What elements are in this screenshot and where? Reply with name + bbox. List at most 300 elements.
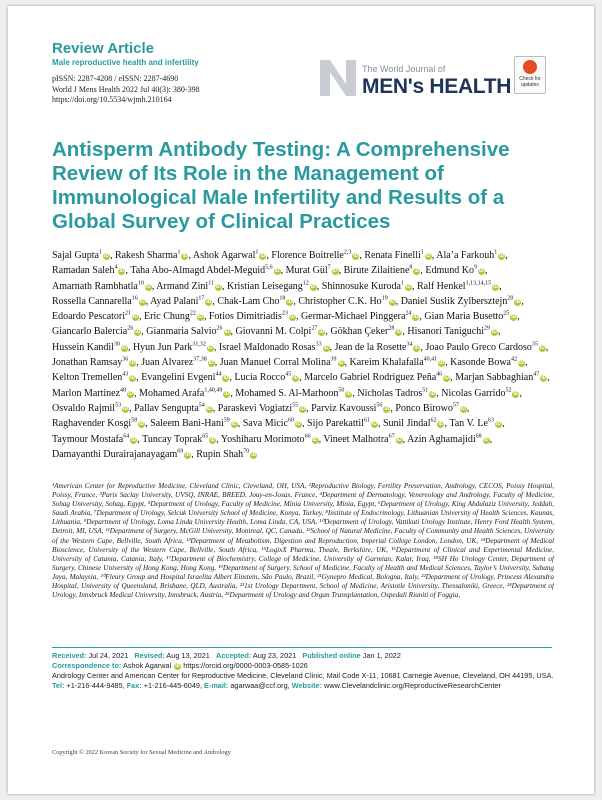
author-name-text: Gian Maria Busetto (424, 311, 504, 323)
author-name-text: Joao Paulo Greco Cardoso (425, 341, 532, 353)
author-name-text: Juan Manuel Corral Molina (219, 357, 331, 369)
orcid-icon[interactable]: iD (499, 253, 505, 259)
author-affiliation-index: 51 (422, 387, 429, 394)
author-name: Rakesh Sharma$^1$iD, (114, 249, 191, 261)
orcid-icon[interactable]: iD (389, 298, 395, 305)
author-name: Taymour Mostafa$^{64}$iD, (52, 433, 140, 445)
author-affiliation-index: 66 (304, 433, 311, 440)
orcid-icon[interactable]: iD (197, 314, 203, 321)
author-affiliation-index: 64 (123, 433, 130, 440)
author-name-text: Ashok Agarwal (192, 250, 256, 261)
tel-label: Tel: (52, 681, 65, 690)
author-name-text: Mohamed Arafa (139, 387, 205, 399)
author-name: Osvaldo Rajmil$^{53}$iD, (52, 402, 132, 414)
article-title: Antisperm Antibody Testing: A Comprehensive Review of Its Role in the Management of Immunological Male Infertility and Results of a Global Survey of Clinical Practices (52, 138, 510, 233)
orcid-icon[interactable]: iD (223, 375, 229, 382)
author-affiliation-index: 10 (137, 280, 144, 287)
orcid-icon[interactable]: iD (414, 344, 420, 351)
orcid-icon[interactable]: iD (287, 298, 293, 305)
author-name-text: Osvaldo Rajmil (52, 402, 116, 414)
orcid-icon[interactable]: iD (414, 268, 420, 275)
journal-logo (318, 58, 518, 98)
author-affiliation-index: 19 (381, 295, 388, 302)
author-name-text: Jean de la Rosette (334, 341, 407, 353)
correspondence-label: Correspondence to: (52, 661, 122, 670)
orcid-icon[interactable]: iD (338, 360, 344, 367)
author-name-text: Raghavender Kosgi (52, 418, 132, 430)
author-name-text: Taha Abo-Almagd Abdel-Meguid (130, 265, 266, 277)
article-type: Review Article (52, 40, 154, 57)
affiliations: ¹American Center for Reproductive Medicine, Cleveland Clinic, Cleveland, OH, USA, ²Reproductive Biology, Fertility Preservation, Andrology, CECOS, Poissy Hospital, Poissy, France, ³Paris Saclay University, UVSQ, INRAE, BREED, Jouy-en-Josas, France, ⁴Department of Dermatology, Venereology and Andrology, Faculty of Medicine, Sohag University, Sohag, Egypt, ⁵Department of Urology, Faculty of Medicine, Minia University, Minia, Egypt, ⁶Department of Urology, King Abdulaziz University, Jeddah, Saudi Arabia, ⁷Department of Urology, Selcuk University School of Medicine, Konya, Turkey, ⁸Institute of Endocrinology, Lithuanian University of Health Sciences, Kaunas, Lithuania, ⁹Department of Urology, Loma Linda University Health, Loma Linda, CA, USA, ¹⁰Department of Urology, Vattikuti Urology Institute, Henry Ford Health System, Detroit, MI, USA, ¹¹Department of Surgery, McGill University, Montreal, QC, Canada, ¹²School of Natural Medicine, Faculty of Community and Health Sciences, University of the Western Cape, Bellville, South Africa, ¹³Department of Metabolism, Digestion and Reproduction, Imperial College London, London, UK, ¹⁴Department of Medical Bioscience, University of the Western Cape, Bellville, South Africa, ¹⁵LogixX Pharma, Theale, Berkshire, UK, ¹⁶Department of Clinical and Experimental Medicine, University of Catania, Catania, Italy, ¹⁷Department of Biochemistry, College of Medicine, University of Garmian, Kalar, Iraq, ¹⁸SH Ho Urology Center, Department of Surgery, Chinese University of Hong Kong, Hong Kong, ¹⁹Department of Surgery, School of Medicine, Faculty of Health and Medical Sciences, Taylor’s University, Subang Jaya, Malaysia, ²⁰Fleury Group and Hospital Israelita Albert Einstein, São Paulo, Brazil, ²¹Gynepro Medical, Bologna, Italy, ²²Department of Urology, Princess Alexandra Hospital, University of Queensland, Brisbane, QLD, Australia, ²³1st Urology Department, School of Medicine, Aristotle University, Thessaloniki, Greece, ²⁴Department of Urology, Innsbruck Medical University, Innsbruck, Austria, ²⁵Department of Urology and Organ Transplantation, Ospedali Riuniti of Foggia, (52, 482, 554, 600)
author-affiliation-index: 54 (198, 402, 205, 409)
orcid-icon[interactable]: iD (289, 314, 295, 321)
orcid-icon[interactable]: iD (128, 390, 134, 397)
author-name: Taha Abo-Almagd Abdel-Meguid$^{5,6}$iD, (130, 264, 284, 277)
author-affiliation-index: 16 (131, 295, 138, 302)
author-affiliation-index: 22 (189, 310, 196, 317)
published-label: Published online (302, 651, 361, 660)
author-name-text: Nicholas Tadros (357, 387, 423, 399)
author-affiliation-index: 33 (315, 341, 322, 348)
orcid-icon[interactable]: iD (483, 436, 489, 443)
author-name: Vineet Malhotra$^{67}$iD, (323, 433, 406, 445)
author-name: Sunil Jindal$^{62}$iD, (382, 417, 447, 430)
article-info (52, 651, 554, 691)
author-name: Gianmaria Salvio$^{26}$iD, (146, 326, 233, 338)
section-divider (52, 647, 552, 648)
orcid-icon[interactable]: iD (513, 390, 519, 397)
orcid-icon[interactable]: iD (332, 268, 338, 275)
orcid-icon[interactable]: iD (396, 436, 402, 443)
author-name: Hisanori Taniguchi$^{29}$iD, (407, 326, 501, 338)
author-affiliation-index: 1,40,49 (204, 387, 223, 394)
author-name-text: Amarnath Rambhatla (52, 280, 138, 292)
author-affiliation-index: 18 (279, 295, 286, 302)
author-name-text: Saleem Bani-Hani (150, 418, 224, 430)
journal-name-big: MEN's HEALTH (362, 75, 512, 98)
orcid-icon[interactable]: iD (371, 421, 377, 428)
author-affiliation-index: 52 (505, 387, 512, 394)
orcid-icon[interactable]: iD (439, 360, 445, 367)
author-name: Rossella Cannarella$^{16}$iD, (52, 295, 149, 307)
author-affiliation-index: 34 (406, 341, 413, 348)
author-name-text: Ralf Henkel (416, 280, 466, 292)
orcid-icon[interactable]: iD (319, 329, 325, 336)
orcid-icon[interactable]: iD (396, 329, 402, 336)
author-name: Tan V. Le$^{63}$iD, (449, 417, 505, 430)
citation: World J Mens Health 2022 Jul 40(3): 380-398 (52, 84, 200, 94)
author-affiliation-index: 37,38 (193, 356, 207, 363)
author-name: Sava Micic$^{60}$iD, (242, 417, 305, 430)
revised-label: Revised: (134, 651, 165, 660)
author-affiliation-index: 45 (285, 372, 292, 379)
orcid-icon[interactable]: iD (405, 283, 411, 290)
author-name: Marlon Martinez$^{48}$iD, (52, 387, 137, 399)
orcid-icon[interactable]: iD (260, 253, 266, 259)
author-name-text: Yoshiharu Morimoto (220, 433, 305, 445)
author-name: Kasonde Bowa$^{42}$iD, (450, 356, 528, 369)
author-name-text: Ponco Birowo (395, 402, 453, 414)
author-affiliation-index: 31,32 (192, 341, 206, 348)
author-affiliation-index: 20 (507, 295, 514, 302)
author-affiliation-index: 48 (120, 387, 127, 394)
author-affiliation-index: 50 (338, 387, 345, 394)
orcid-icon[interactable]: iD (135, 329, 141, 336)
author-affiliation-index: 23 (281, 310, 288, 317)
website-label: Website: (291, 681, 323, 690)
orcid-icon[interactable]: iD (231, 421, 237, 428)
author-affiliation-index: 24 (405, 310, 412, 317)
author-name-text: Sunil Jindal (382, 418, 431, 430)
author-name-text: Daniel Suslik Zylberszteјn (400, 295, 508, 307)
received-date: Jul 24, 2021 (88, 651, 129, 660)
orcid-icon[interactable]: iD (438, 421, 444, 428)
author-name: Evangelini Evgeni$^{44}$iD, (141, 372, 232, 384)
author-name-text: Tuncay Toprak (142, 433, 203, 445)
author-affiliation-index: 39 (330, 356, 337, 363)
author-affiliation-index: 47 (533, 372, 540, 379)
author-name: Gian Maria Busetto$^{25}$iD, (424, 310, 520, 323)
author-affiliation-index: 46 (436, 372, 443, 379)
author-name-text: Giancarlo Balercia (52, 326, 128, 338)
author-affiliation-index: 36 (122, 356, 129, 363)
author-name: Giancarlo Balercia$^{26}$iD, (52, 326, 144, 338)
article-category: Male reproductive health and infertility (52, 58, 199, 67)
author-name: Paraskevi Vogiatzi$^{55}$iD, (217, 402, 309, 414)
author-affiliation-index: 5,6 (265, 264, 273, 271)
copyright: Copyright © 2022 Korean Society for Sexual Medicine and Andrology (52, 749, 231, 756)
author-name-text: Shinnosuke Kuroda (321, 280, 401, 292)
author-name: Jean de la Rosette$^{34}$iD, (334, 341, 423, 353)
author-name: Fotios Dimitriadis$^{23}$iD, (208, 310, 299, 323)
author-affiliation-index: 65 (202, 433, 209, 440)
author-name: Murat Gül$^7$iD, (285, 264, 342, 277)
author-affiliation-index: 63 (487, 417, 494, 424)
orcid-icon[interactable]: iD (492, 329, 497, 336)
revised-date: Aug 13, 2021 (166, 651, 210, 660)
author-name: Juan Manuel Corral Molina$^{39}$iD, (219, 356, 348, 369)
author-affiliation-index: 35 (531, 341, 538, 348)
tel-value: +1-216-444-9485, (66, 681, 125, 690)
author-affiliation-index: 4 (114, 264, 118, 271)
orcid-icon[interactable]: iD (215, 283, 221, 290)
author-name: Kareim Khalafalla$^{40,41}$iD, (349, 356, 448, 369)
author-affiliation-index: 2,3 (343, 249, 352, 256)
author-affiliation-index: 26 (216, 326, 223, 333)
author-name: Eric Chung$^{22}$iD, (144, 310, 207, 323)
orcid-icon[interactable]: iD (518, 360, 524, 367)
author-name: Sijo Parekattil$^{61}$iD, (307, 417, 381, 430)
author-name-text: Hyun Jun Park (132, 341, 193, 353)
orcid-icon[interactable]: iD (207, 344, 213, 351)
orcid-icon[interactable]: iD (413, 314, 419, 321)
email-label: E-mail: (204, 681, 229, 690)
author-name-text: Fotios Dimitriadis (208, 311, 282, 323)
author-affiliation-index: 58 (131, 417, 138, 424)
author-affiliation-index: 21 (125, 310, 132, 317)
author-name-text: Sajal Gupta (52, 250, 99, 261)
author-name: Hyun Jun Park$^{31,32}$iD, (132, 341, 217, 353)
orcid-icon[interactable]: iD (119, 268, 125, 275)
author-name: Ralf Henkel$^{1,13,14,15}$iD, (416, 280, 502, 292)
author-name: Edoardo Pescatori$^{21}$iD, (52, 310, 142, 323)
author-name: Kelton Tremellen$^{43}$iD, (52, 372, 139, 384)
orcid-icon[interactable]: iD (425, 253, 431, 259)
orcid-icon[interactable]: iD (123, 405, 129, 412)
author-name-text: Armand Zini (156, 280, 209, 292)
journal-n-icon (318, 58, 358, 98)
author-name: Damayanthi Durairajanayagam$^{69}$iD, (52, 448, 194, 460)
author-affiliation-index: 53 (115, 402, 122, 409)
author-affiliation-index: 62 (430, 417, 437, 424)
author-name-text: Florence Boitrelle (271, 250, 344, 261)
author-name-text: Edmund Ko (425, 265, 475, 277)
author-name: Jonathan Ramsay$^{36}$iD, (52, 356, 139, 369)
orcid-icon[interactable]: iD (139, 298, 145, 305)
author-name: Ramadan Saleh$^4$iD, (52, 264, 128, 277)
author-name: Giovanni M. Colpi$^{27}$iD, (235, 326, 328, 338)
author-name-text: Chak-Lam Cho (217, 295, 280, 307)
article-meta (52, 74, 200, 106)
dates-line (52, 651, 554, 661)
author-name: Ponco Birowo$^{57}$iD, (395, 402, 470, 414)
author-name-text: Christopher C.K. Ho (298, 295, 382, 307)
author-name: Azin Aghamajidi$^{68}$iD, (407, 433, 493, 445)
author-name-text: Eric Chung (144, 311, 190, 323)
orcid-icon[interactable]: iD (296, 421, 302, 428)
orcid-icon[interactable]: iD (300, 405, 306, 412)
author-affiliation-index: 1 (400, 280, 404, 287)
author-affiliation-index: 30 (113, 341, 120, 348)
author-name-text: Hisanori Taniguchi (407, 326, 484, 338)
author-affiliation-index: 67 (388, 433, 395, 440)
author-name: Sajal Gupta$^1$iD, (52, 249, 113, 261)
orcid-icon[interactable]: iD (495, 421, 501, 428)
author-name: Israel Maldonado Rosas$^{33}$iD, (218, 341, 333, 353)
orcid-icon[interactable]: iD (133, 314, 139, 321)
fax-label: Fax: (126, 681, 142, 690)
author-name-text: Taymour Mostafa (52, 433, 124, 445)
correspondence-line (52, 661, 554, 671)
author-name-text: Germar-Michael Pinggera (300, 311, 406, 323)
author-name-text: Jonathan Ramsay (52, 357, 123, 369)
author-affiliation-index: 44 (215, 372, 222, 379)
orcid-icon[interactable]: iD (145, 283, 151, 290)
orcid-icon[interactable]: iD (479, 268, 485, 275)
orcid-icon[interactable]: iD (206, 405, 212, 412)
orcid-icon[interactable]: iD (460, 405, 466, 412)
author-affiliation-index: 55 (292, 402, 299, 409)
orcid-icon[interactable]: iD (130, 375, 136, 382)
author-name-text: Rossella Cannarella (52, 295, 132, 307)
author-name: Kristian Leisegang$^{12}$iD, (226, 280, 320, 292)
author-name-text: Kasonde Bowa (450, 357, 511, 369)
author-name-text: Ala’a Farkouh (436, 250, 495, 261)
author-name: Saleem Bani-Hani$^{59}$iD, (150, 417, 241, 430)
orcid-icon[interactable]: iD (346, 390, 352, 397)
author-name-text: Gianmaria Salvio (146, 326, 217, 338)
published-date: Jan 1, 2022 (362, 651, 401, 660)
orcid-icon[interactable]: iD (206, 298, 212, 305)
author-name: Raghavender Kosgi$^{58}$iD, (52, 417, 148, 430)
author-name: Edmund Ko$^9$iD, (425, 264, 488, 277)
author-name: Germar-Michael Pinggera$^{24}$iD, (300, 310, 422, 323)
author-list (52, 248, 552, 462)
author-affiliation-index: 70 (243, 448, 250, 455)
author-name-text: Marcelo Gabriel Rodriguez Peña (304, 372, 437, 384)
author-name-text: Azin Aghamajidi (407, 433, 476, 445)
orcid-icon[interactable]: iD (384, 405, 390, 412)
orcid-icon[interactable]: iD (323, 344, 329, 351)
author-affiliation-index: 57 (452, 402, 459, 409)
author-affiliation-index: 42 (510, 356, 517, 363)
author-name: Parviz Kavoussi$^{56}$iD, (311, 402, 393, 414)
author-affiliation-index: 25 (503, 310, 510, 317)
author-name: Marjan Sabbaghian$^{47}$iD, (455, 372, 550, 384)
orcid-icon[interactable]: iD (103, 253, 109, 259)
author-affiliation-index: 26 (127, 326, 134, 333)
accepted-label: Accepted: (215, 651, 252, 660)
author-affiliation-index: 1 (98, 249, 102, 256)
author-name-text: Kristian Leisegang (226, 280, 303, 292)
orcid-icon[interactable]: iD (210, 436, 216, 443)
author-name-text: Parviz Kavoussi (311, 402, 377, 414)
author-name-text: Juan Alvarez (141, 357, 194, 369)
contact-line (52, 681, 554, 691)
author-name: Nicolas Garrido$^{52}$iD, (441, 387, 522, 399)
author-name-text: Birute Zilaitiene (343, 265, 410, 277)
article-page (8, 6, 594, 794)
author-name-text: Hussein Kandil (52, 341, 114, 353)
author-affiliation-index: 17 (198, 295, 205, 302)
issn: pISSN: 2287-4208 / eISSN: 2287-4690 (52, 74, 179, 83)
orcid-icon[interactable]: iD (430, 390, 436, 397)
author-name: Ashok Agarwal$^1$iD, (192, 249, 269, 261)
accepted-date: Aug 23, 2021 (252, 651, 297, 660)
author-name: Nicholas Tadros$^{51}$iD, (357, 387, 439, 399)
doi-link[interactable]: https://doi.org/10.5534/wjmh.210164 (52, 95, 172, 104)
correspondence-name: Ashok Agarwal (122, 661, 172, 670)
author-name: Chak-Lam Cho$^{18}$iD, (217, 295, 296, 307)
author-name (196, 449, 257, 460)
author-affiliation-index: 12 (302, 280, 309, 287)
orcid-icon[interactable]: iD (539, 344, 545, 351)
author-name-text: Rupin Shah (196, 448, 244, 460)
author-name: Shinnosuke Kuroda$^1$iD, (321, 280, 415, 292)
author-name-text: Damayanthi Durairajanayagam (52, 448, 178, 460)
orcid-icon[interactable]: iD (444, 375, 450, 382)
author-name: Birute Zilaitiene$^8$iD, (343, 264, 423, 277)
author-affiliation-index: 27 (311, 326, 318, 333)
author-name: Florence Boitrelle$^{2,3}$iD, (271, 249, 362, 261)
author-name: Joao Paulo Greco Cardoso$^{35}$iD, (425, 341, 549, 353)
fax-value: +1-216-445-6049, (143, 681, 202, 690)
orcid-icon[interactable]: iD (224, 390, 230, 397)
author-name-text: Edoardo Pescatori (52, 311, 126, 323)
author-affiliation-index: 1 (177, 249, 181, 256)
author-affiliation-index: 1 (255, 249, 259, 256)
orcid-icon[interactable]: iD (185, 451, 191, 458)
author-affiliation-index: 43 (122, 372, 129, 379)
author-affiliation-index: 8 (409, 264, 413, 271)
author-name: Armand Zini$^{11}$iD, (156, 280, 225, 292)
orcid-icon[interactable]: iD (208, 360, 214, 367)
author-name: Yoshiharu Morimoto$^{66}$iD, (220, 433, 322, 445)
author-name: Tuncay Toprak$^{65}$iD, (142, 433, 219, 445)
author-affiliation-index: 28 (388, 326, 395, 333)
author-name-text: Marlon Martinez (52, 387, 121, 399)
orcid-icon[interactable]: iD (293, 375, 299, 382)
author-name: Daniel Suslik Zylberszteјn$^{20}$iD, (400, 295, 524, 307)
author-name: Ayad Palani$^{17}$iD, (150, 295, 215, 307)
author-name-text: Renata Finelli (364, 250, 421, 261)
email-link[interactable]: agarwaa@ccf.org, (230, 681, 290, 690)
author-name-text: Tan V. Le (449, 418, 488, 430)
author-name-text: Sijo Parekattil (307, 418, 364, 430)
author-affiliation-index: 60 (288, 417, 295, 424)
author-name-text: Evangelini Evgeni (141, 372, 216, 384)
journal-name-small: The World Journal of (362, 64, 446, 74)
author-name: Gökhan Çeker$^{28}$iD, (330, 326, 405, 338)
author-affiliation-index: 9 (474, 264, 478, 271)
author-name: Amarnath Rambhatla$^{10}$iD, (52, 280, 155, 292)
website-link[interactable]: www.Clevelandclinic.org/ReproductiveResearchCenter (324, 681, 501, 690)
check-updates-icon (523, 60, 537, 74)
author-affiliation-index: 40,41 (423, 356, 438, 363)
author-affiliation-index: 1 (494, 249, 498, 256)
orcid-icon[interactable]: iD (541, 375, 547, 382)
author-affiliation-index: 29 (484, 326, 490, 333)
author-affiliation-index: 69 (177, 448, 184, 455)
orcid-icon[interactable]: iD (130, 360, 136, 367)
author-name: Mohamed Arafa$^{1,40,49}$iD, (139, 387, 233, 399)
author-name: Lucia Rocco$^{45}$iD, (234, 372, 302, 384)
orcid-icon[interactable]: iD (511, 314, 517, 321)
orcid-icon[interactable]: iD (251, 451, 257, 458)
correspondence-address: Andrology Center and American Center for Reproductive Medicine, Cleveland Clinic, Mail Code X-11, 10681 Carnegie Avenue, Cleveland, OH 44195, USA. (52, 671, 554, 680)
author-affiliation-index: 68 (475, 433, 482, 440)
author-name-text: Paraskevi Vogiatzi (217, 402, 293, 414)
author-name-text: Vineet Malhotra (323, 433, 389, 445)
author-affiliation-index: 7 (327, 264, 331, 271)
orcid-icon[interactable]: iD (139, 421, 145, 428)
author-affiliation-index: 59 (223, 417, 230, 424)
author-name-text: Kelton Tremellen (52, 372, 123, 384)
orcid-icon[interactable]: iD (353, 253, 359, 259)
orcid-icon[interactable]: iD (131, 436, 137, 443)
author-name-text: Kareim Khalafalla (349, 357, 424, 369)
author-affiliation-index: 1 (420, 249, 424, 256)
orcid-icon[interactable]: iD (121, 344, 127, 351)
orcid-icon[interactable]: iD (310, 283, 316, 290)
author-name: Mohamed S. Al-Marhoon$^{50}$iD, (235, 387, 355, 399)
author-name-text: Israel Maldonado Rosas (218, 341, 316, 353)
orcid-link[interactable]: https://orcid.org/0000-0003-0585-1026 (183, 661, 308, 670)
orcid-icon[interactable]: iD (312, 436, 318, 443)
orcid-icon[interactable]: iD (493, 283, 499, 290)
orcid-icon[interactable]: iD (224, 329, 230, 336)
orcid-icon[interactable]: iD (515, 298, 521, 305)
author-name-text: Pallav Sengupta (134, 402, 199, 414)
author-affiliation-index: 11 (208, 280, 214, 287)
check-for-updates-badge[interactable] (514, 56, 546, 94)
author-name: Christopher C.K. Ho$^{19}$iD, (298, 295, 399, 307)
orcid-icon[interactable]: iD (182, 253, 188, 259)
author-name: Renata Finelli$^1$iD, (364, 249, 435, 261)
author-name-text: Lucia Rocco (234, 372, 286, 384)
orcid-icon[interactable]: iD (274, 268, 280, 275)
author-name: Pallav Sengupta$^{54}$iD, (134, 402, 216, 414)
